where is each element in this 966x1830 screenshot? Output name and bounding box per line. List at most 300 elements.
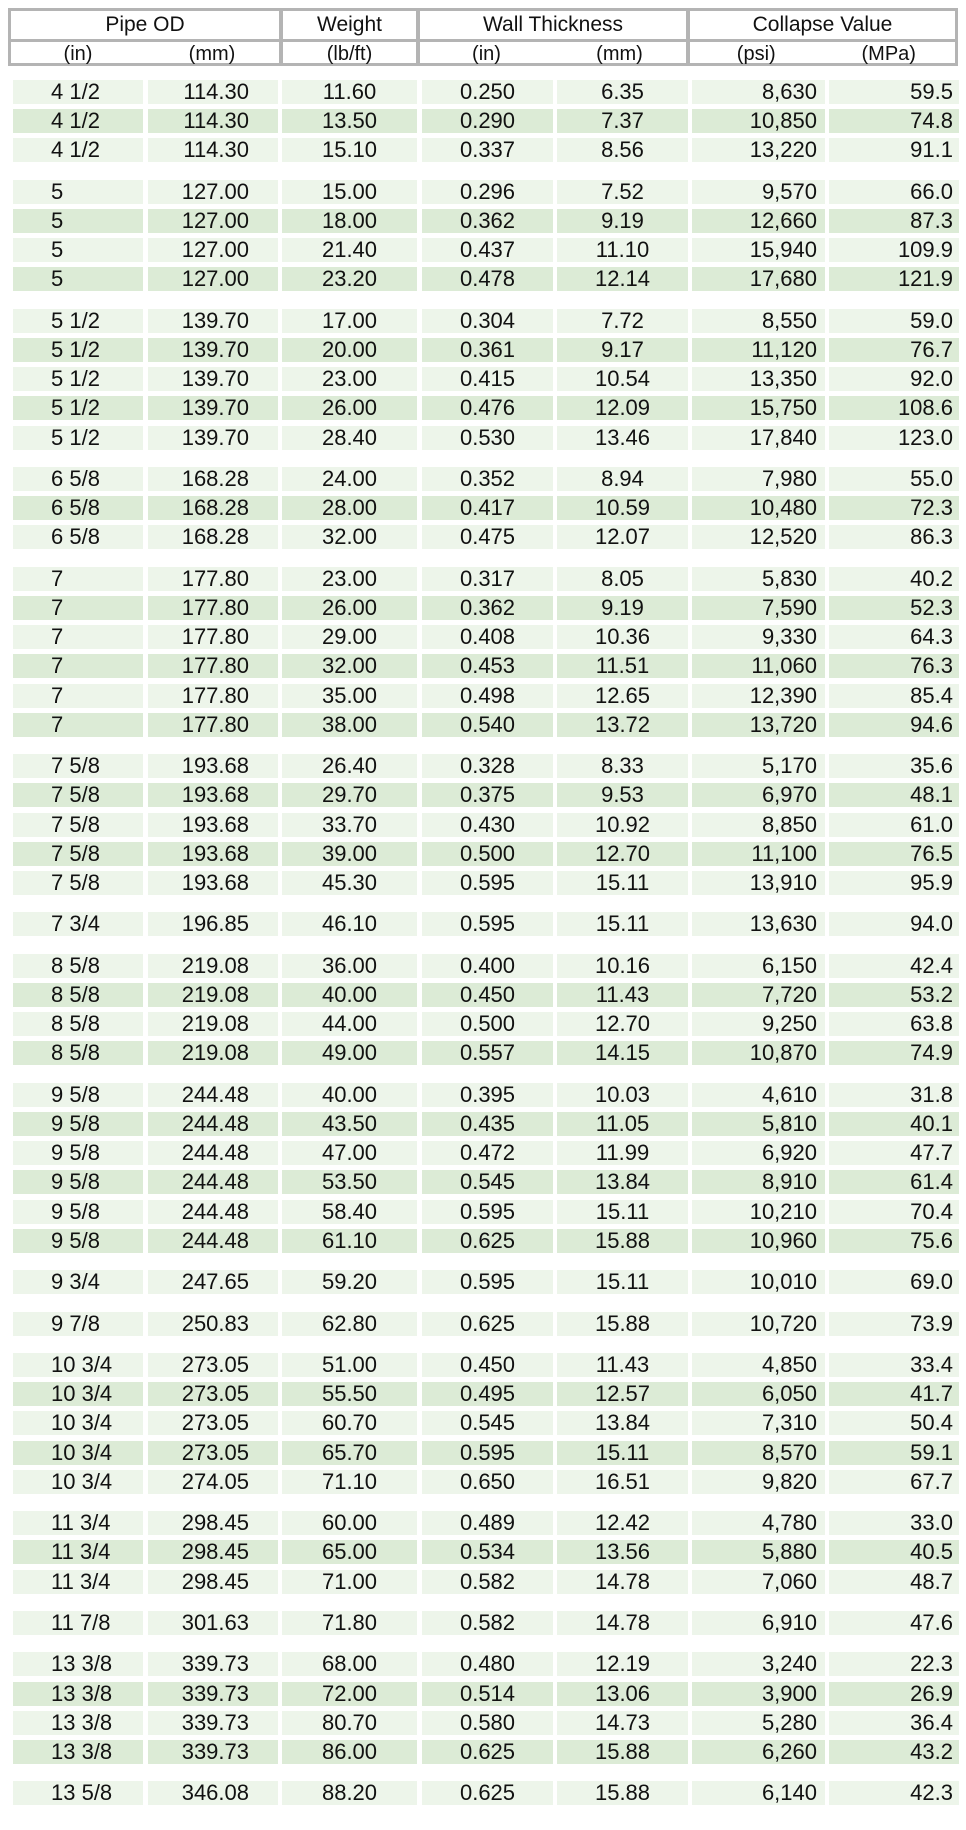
table-cell: 15,750 <box>692 396 825 420</box>
table-cell: 11.43 <box>557 983 688 1007</box>
table-cell: 0.650 <box>422 1470 553 1494</box>
table-cell: 13.84 <box>557 1170 688 1194</box>
table-cell: 346.08 <box>148 1781 278 1805</box>
table-cell: 13,720 <box>692 713 825 737</box>
table-cell: 7 <box>13 713 143 737</box>
table-cell: 193.68 <box>148 842 278 866</box>
table-cell: 10 3/4 <box>13 1382 143 1406</box>
table-cell: 219.08 <box>148 1041 278 1065</box>
table-row <box>0 1197 966 1224</box>
table-cell: 9 5/8 <box>13 1112 143 1136</box>
table-cell: 7.37 <box>557 109 688 133</box>
table-cell: 17,680 <box>692 267 825 291</box>
table-cell: 28.00 <box>282 496 417 520</box>
table-cell: 0.476 <box>422 396 553 420</box>
table-cell: 5 1/2 <box>13 367 143 391</box>
table-row <box>0 1138 966 1165</box>
table-cell: 8,630 <box>692 80 825 104</box>
table-cell: 7.72 <box>557 309 688 333</box>
table-row <box>0 1080 966 1107</box>
table-cell: 59.5 <box>829 80 959 104</box>
table-cell: 40.00 <box>282 983 417 1007</box>
table-cell: 12.14 <box>557 267 688 291</box>
table-cell: 4,610 <box>692 1083 825 1107</box>
table-cell: 6,260 <box>692 1740 825 1764</box>
table-cell: 40.5 <box>829 1540 959 1564</box>
table-cell: 6,140 <box>692 1781 825 1805</box>
header-title: Wall Thickness <box>420 11 686 42</box>
table-row <box>0 264 966 291</box>
table-cell: 8 5/8 <box>13 1041 143 1065</box>
table-cell: 5,170 <box>692 754 825 778</box>
table-cell: 13 3/8 <box>13 1740 143 1764</box>
table-row <box>0 681 966 708</box>
table-cell: 0.408 <box>422 625 553 649</box>
table-cell: 12,520 <box>692 525 825 549</box>
table-cell: 108.6 <box>829 396 959 420</box>
table-cell: 10 3/4 <box>13 1470 143 1494</box>
table-cell: 33.4 <box>829 1353 959 1377</box>
table-cell: 23.00 <box>282 367 417 391</box>
table-cell: 339.73 <box>148 1682 278 1706</box>
table-cell: 9 3/4 <box>13 1270 143 1294</box>
table-cell: 193.68 <box>148 871 278 895</box>
table-cell: 13,350 <box>692 367 825 391</box>
table-row <box>0 1508 966 1535</box>
table-cell: 9,330 <box>692 625 825 649</box>
table-cell: 5 <box>13 180 143 204</box>
header-unit: (psi) <box>736 43 776 65</box>
table-cell: 51.00 <box>282 1353 417 1377</box>
table-row <box>0 1350 966 1377</box>
table-cell: 11.99 <box>557 1141 688 1165</box>
table-cell: 5 1/2 <box>13 309 143 333</box>
table-cell: 0.415 <box>422 367 553 391</box>
table-cell: 0.352 <box>422 467 553 491</box>
table-cell: 0.595 <box>422 871 553 895</box>
table-row <box>0 1109 966 1136</box>
table-cell: 0.450 <box>422 983 553 1007</box>
table-cell: 12,390 <box>692 684 825 708</box>
table-cell: 0.475 <box>422 525 553 549</box>
table-row <box>0 1778 966 1805</box>
table-cell: 46.10 <box>282 912 417 936</box>
table-cell: 0.435 <box>422 1112 553 1136</box>
table-cell: 13.46 <box>557 426 688 450</box>
table-cell: 26.40 <box>282 754 417 778</box>
table-cell: 86.3 <box>829 525 959 549</box>
table-cell: 7 5/8 <box>13 754 143 778</box>
header-weight <box>280 8 419 66</box>
table-row <box>0 1267 966 1294</box>
table-cell: 39.00 <box>282 842 417 866</box>
table-cell: 10.03 <box>557 1083 688 1107</box>
table-cell: 5 <box>13 267 143 291</box>
table-row <box>0 622 966 649</box>
table-cell: 0.580 <box>422 1711 553 1735</box>
table-cell: 244.48 <box>148 1229 278 1253</box>
table-cell: 7 5/8 <box>13 842 143 866</box>
table-cell: 0.495 <box>422 1382 553 1406</box>
table-cell: 244.48 <box>148 1141 278 1165</box>
table-row <box>0 951 966 978</box>
table-cell: 55.50 <box>282 1382 417 1406</box>
table-cell: 11.05 <box>557 1112 688 1136</box>
table-cell: 12.70 <box>557 842 688 866</box>
table-cell: 72.3 <box>829 496 959 520</box>
table-cell: 71.00 <box>282 1570 417 1594</box>
table-row <box>0 1679 966 1706</box>
table-cell: 15.88 <box>557 1781 688 1805</box>
table-cell: 35.00 <box>282 684 417 708</box>
table-cell: 139.70 <box>148 426 278 450</box>
table-cell: 86.00 <box>282 1740 417 1764</box>
table-row <box>0 1567 966 1594</box>
table-cell: 114.30 <box>148 138 278 162</box>
table-cell: 9 5/8 <box>13 1141 143 1165</box>
table-cell: 10 3/4 <box>13 1353 143 1377</box>
table-row <box>0 135 966 162</box>
table-cell: 177.80 <box>148 567 278 591</box>
table-cell: 10.54 <box>557 367 688 391</box>
header-pipe-od <box>8 8 282 66</box>
table-row <box>0 909 966 936</box>
table-cell: 55.0 <box>829 467 959 491</box>
table-cell: 0.361 <box>422 338 553 362</box>
table-cell: 0.557 <box>422 1041 553 1065</box>
table-cell: 10 3/4 <box>13 1411 143 1435</box>
table-row <box>0 306 966 333</box>
table-cell: 5,830 <box>692 567 825 591</box>
table-cell: 53.2 <box>829 983 959 1007</box>
table-cell: 0.472 <box>422 1141 553 1165</box>
table-cell: 10.92 <box>557 813 688 837</box>
table-cell: 76.7 <box>829 338 959 362</box>
table-cell: 11 3/4 <box>13 1570 143 1594</box>
table-cell: 42.4 <box>829 954 959 978</box>
table-cell: 76.3 <box>829 654 959 678</box>
table-cell: 15.11 <box>557 1441 688 1465</box>
table-cell: 10.36 <box>557 625 688 649</box>
table-cell: 38.00 <box>282 713 417 737</box>
header-unit: (MPa) <box>861 43 916 65</box>
table-cell: 47.6 <box>829 1611 959 1635</box>
table-cell: 28.40 <box>282 426 417 450</box>
table-row <box>0 780 966 807</box>
table-cell: 0.540 <box>422 713 553 737</box>
table-cell: 9,820 <box>692 1470 825 1494</box>
table-cell: 59.0 <box>829 309 959 333</box>
table-cell: 9.17 <box>557 338 688 362</box>
table-cell: 177.80 <box>148 654 278 678</box>
table-cell: 250.83 <box>148 1312 278 1336</box>
table-cell: 8.05 <box>557 567 688 591</box>
table-cell: 14.73 <box>557 1711 688 1735</box>
table-cell: 0.290 <box>422 109 553 133</box>
table-cell: 7 <box>13 596 143 620</box>
table-cell: 6,920 <box>692 1141 825 1165</box>
table-cell: 10,960 <box>692 1229 825 1253</box>
table-cell: 40.00 <box>282 1083 417 1107</box>
table-cell: 70.4 <box>829 1200 959 1224</box>
table-row <box>0 1408 966 1435</box>
table-cell: 0.400 <box>422 954 553 978</box>
table-cell: 15.88 <box>557 1312 688 1336</box>
table-row <box>0 564 966 591</box>
table-cell: 0.595 <box>422 1441 553 1465</box>
table-cell: 0.480 <box>422 1652 553 1676</box>
table-cell: 0.500 <box>422 1012 553 1036</box>
table-cell: 61.0 <box>829 813 959 837</box>
table-cell: 139.70 <box>148 338 278 362</box>
table-cell: 11,100 <box>692 842 825 866</box>
table-cell: 3,900 <box>692 1682 825 1706</box>
table-cell: 95.9 <box>829 871 959 895</box>
table-cell: 13 3/8 <box>13 1652 143 1676</box>
table-cell: 8 5/8 <box>13 983 143 1007</box>
table-cell: 339.73 <box>148 1740 278 1764</box>
table-row <box>0 1708 966 1735</box>
table-cell: 114.30 <box>148 80 278 104</box>
table-cell: 40.1 <box>829 1112 959 1136</box>
table-cell: 24.00 <box>282 467 417 491</box>
table-cell: 8.33 <box>557 754 688 778</box>
table-cell: 0.625 <box>422 1781 553 1805</box>
header-unit: (lb/ft) <box>326 43 373 65</box>
table-cell: 44.00 <box>282 1012 417 1036</box>
table-cell: 13.06 <box>557 1682 688 1706</box>
table-cell: 59.20 <box>282 1270 417 1294</box>
table-cell: 0.430 <box>422 813 553 837</box>
table-cell: 0.304 <box>422 309 553 333</box>
table-cell: 168.28 <box>148 496 278 520</box>
table-cell: 16.51 <box>557 1470 688 1494</box>
table-cell: 5,810 <box>692 1112 825 1136</box>
table-row <box>0 1309 966 1336</box>
table-cell: 64.3 <box>829 625 959 649</box>
table-cell: 18.00 <box>282 209 417 233</box>
table-cell: 11.43 <box>557 1353 688 1377</box>
table-row <box>0 522 966 549</box>
table-row <box>0 77 966 104</box>
table-row <box>0 493 966 520</box>
table-row <box>0 1009 966 1036</box>
table-cell: 62.80 <box>282 1312 417 1336</box>
table-cell: 26.00 <box>282 596 417 620</box>
table-cell: 53.50 <box>282 1170 417 1194</box>
table-cell: 31.8 <box>829 1083 959 1107</box>
table-cell: 0.582 <box>422 1570 553 1594</box>
table-cell: 63.8 <box>829 1012 959 1036</box>
table-cell: 10,870 <box>692 1041 825 1065</box>
table-cell: 9.19 <box>557 596 688 620</box>
table-cell: 0.375 <box>422 783 553 807</box>
table-cell: 7 5/8 <box>13 871 143 895</box>
table-cell: 26.00 <box>282 396 417 420</box>
table-cell: 72.00 <box>282 1682 417 1706</box>
table-cell: 273.05 <box>148 1382 278 1406</box>
table-cell: 127.00 <box>148 267 278 291</box>
table-cell: 49.00 <box>282 1041 417 1065</box>
table-cell: 15.10 <box>282 138 417 162</box>
table-cell: 17.00 <box>282 309 417 333</box>
table-cell: 10.16 <box>557 954 688 978</box>
table-cell: 88.20 <box>282 1781 417 1805</box>
table-cell: 0.328 <box>422 754 553 778</box>
header-unit: (in) <box>472 43 501 65</box>
table-cell: 61.10 <box>282 1229 417 1253</box>
table-cell: 0.498 <box>422 684 553 708</box>
table-cell: 43.50 <box>282 1112 417 1136</box>
table-cell: 50.4 <box>829 1411 959 1435</box>
table-cell: 76.5 <box>829 842 959 866</box>
table-cell: 74.8 <box>829 109 959 133</box>
table-cell: 273.05 <box>148 1441 278 1465</box>
table-cell: 66.0 <box>829 180 959 204</box>
table-cell: 12.07 <box>557 525 688 549</box>
table-cell: 127.00 <box>148 209 278 233</box>
table-cell: 10,850 <box>692 109 825 133</box>
table-cell: 7 <box>13 654 143 678</box>
table-cell: 61.4 <box>829 1170 959 1194</box>
table-cell: 11.60 <box>282 80 417 104</box>
table-cell: 0.362 <box>422 596 553 620</box>
table-cell: 193.68 <box>148 754 278 778</box>
table-row <box>0 106 966 133</box>
table-cell: 48.1 <box>829 783 959 807</box>
table-cell: 0.317 <box>422 567 553 591</box>
header-title: Weight <box>283 11 416 42</box>
table-cell: 244.48 <box>148 1200 278 1224</box>
table-cell: 60.70 <box>282 1411 417 1435</box>
table-cell: 109.9 <box>829 238 959 262</box>
table-cell: 92.0 <box>829 367 959 391</box>
table-cell: 15.11 <box>557 1200 688 1224</box>
table-cell: 0.625 <box>422 1312 553 1336</box>
table-cell: 13.56 <box>557 1540 688 1564</box>
table-row <box>0 980 966 1007</box>
table-row <box>0 651 966 678</box>
table-cell: 8,550 <box>692 309 825 333</box>
table-cell: 5 <box>13 209 143 233</box>
table-cell: 5,880 <box>692 1540 825 1564</box>
table-cell: 7 <box>13 684 143 708</box>
table-cell: 0.595 <box>422 912 553 936</box>
table-cell: 5 1/2 <box>13 338 143 362</box>
table-cell: 22.3 <box>829 1652 959 1676</box>
table-cell: 11,060 <box>692 654 825 678</box>
table-row <box>0 810 966 837</box>
table-cell: 339.73 <box>148 1652 278 1676</box>
table-cell: 6 5/8 <box>13 496 143 520</box>
table-cell: 23.20 <box>282 267 417 291</box>
table-cell: 7,590 <box>692 596 825 620</box>
table-row <box>0 593 966 620</box>
table-cell: 177.80 <box>148 625 278 649</box>
table-cell: 43.2 <box>829 1740 959 1764</box>
table-cell: 7 5/8 <box>13 783 143 807</box>
table-cell: 0.500 <box>422 842 553 866</box>
table-cell: 8 5/8 <box>13 1012 143 1036</box>
table-cell: 15.00 <box>282 180 417 204</box>
table-cell: 123.0 <box>829 426 959 450</box>
table-cell: 5,280 <box>692 1711 825 1735</box>
table-cell: 13 3/8 <box>13 1682 143 1706</box>
table-cell: 0.625 <box>422 1229 553 1253</box>
table-cell: 7 5/8 <box>13 813 143 837</box>
table-cell: 7.52 <box>557 180 688 204</box>
table-cell: 8.56 <box>557 138 688 162</box>
header-title: Collapse Value <box>690 11 955 42</box>
table-row <box>0 1038 966 1065</box>
table-cell: 9,570 <box>692 180 825 204</box>
table-cell: 4 1/2 <box>13 109 143 133</box>
table-cell: 0.453 <box>422 654 553 678</box>
table-cell: 6,970 <box>692 783 825 807</box>
table-row <box>0 1226 966 1253</box>
table-cell: 10,480 <box>692 496 825 520</box>
table-cell: 4,850 <box>692 1353 825 1377</box>
table-cell: 9 7/8 <box>13 1312 143 1336</box>
table-cell: 219.08 <box>148 1012 278 1036</box>
table-cell: 60.00 <box>282 1511 417 1535</box>
table-cell: 12.19 <box>557 1652 688 1676</box>
table-cell: 127.00 <box>148 238 278 262</box>
table-cell: 48.7 <box>829 1570 959 1594</box>
table-cell: 9 5/8 <box>13 1229 143 1253</box>
table-row <box>0 177 966 204</box>
table-cell: 10,720 <box>692 1312 825 1336</box>
table-cell: 33.0 <box>829 1511 959 1535</box>
header-unit: (in) <box>63 43 93 65</box>
table-cell: 11 3/4 <box>13 1540 143 1564</box>
table-cell: 193.68 <box>148 783 278 807</box>
table-cell: 6,910 <box>692 1611 825 1635</box>
table-cell: 298.45 <box>148 1511 278 1535</box>
table-row <box>0 1379 966 1406</box>
table-cell: 10 3/4 <box>13 1441 143 1465</box>
table-cell: 33.70 <box>282 813 417 837</box>
table-cell: 75.6 <box>829 1229 959 1253</box>
table-cell: 8 5/8 <box>13 954 143 978</box>
table-cell: 9 5/8 <box>13 1200 143 1224</box>
table-cell: 91.1 <box>829 138 959 162</box>
table-cell: 6,150 <box>692 954 825 978</box>
table-row <box>0 1167 966 1194</box>
table-cell: 13 3/8 <box>13 1711 143 1735</box>
table-cell: 15.88 <box>557 1740 688 1764</box>
table-cell: 0.545 <box>422 1411 553 1435</box>
table-cell: 36.00 <box>282 954 417 978</box>
table-cell: 0.478 <box>422 267 553 291</box>
table-cell: 65.70 <box>282 1441 417 1465</box>
table-cell: 12,660 <box>692 209 825 233</box>
table-cell: 9,250 <box>692 1012 825 1036</box>
table-cell: 139.70 <box>148 396 278 420</box>
table-cell: 10.59 <box>557 496 688 520</box>
table-cell: 8,570 <box>692 1441 825 1465</box>
table-cell: 7,980 <box>692 467 825 491</box>
table-cell: 177.80 <box>148 713 278 737</box>
table-cell: 4 1/2 <box>13 80 143 104</box>
table-row <box>0 710 966 737</box>
table-cell: 168.28 <box>148 525 278 549</box>
table-cell: 13,220 <box>692 138 825 162</box>
table-cell: 13.50 <box>282 109 417 133</box>
table-cell: 71.80 <box>282 1611 417 1635</box>
table-row <box>0 839 966 866</box>
table-cell: 9 5/8 <box>13 1170 143 1194</box>
